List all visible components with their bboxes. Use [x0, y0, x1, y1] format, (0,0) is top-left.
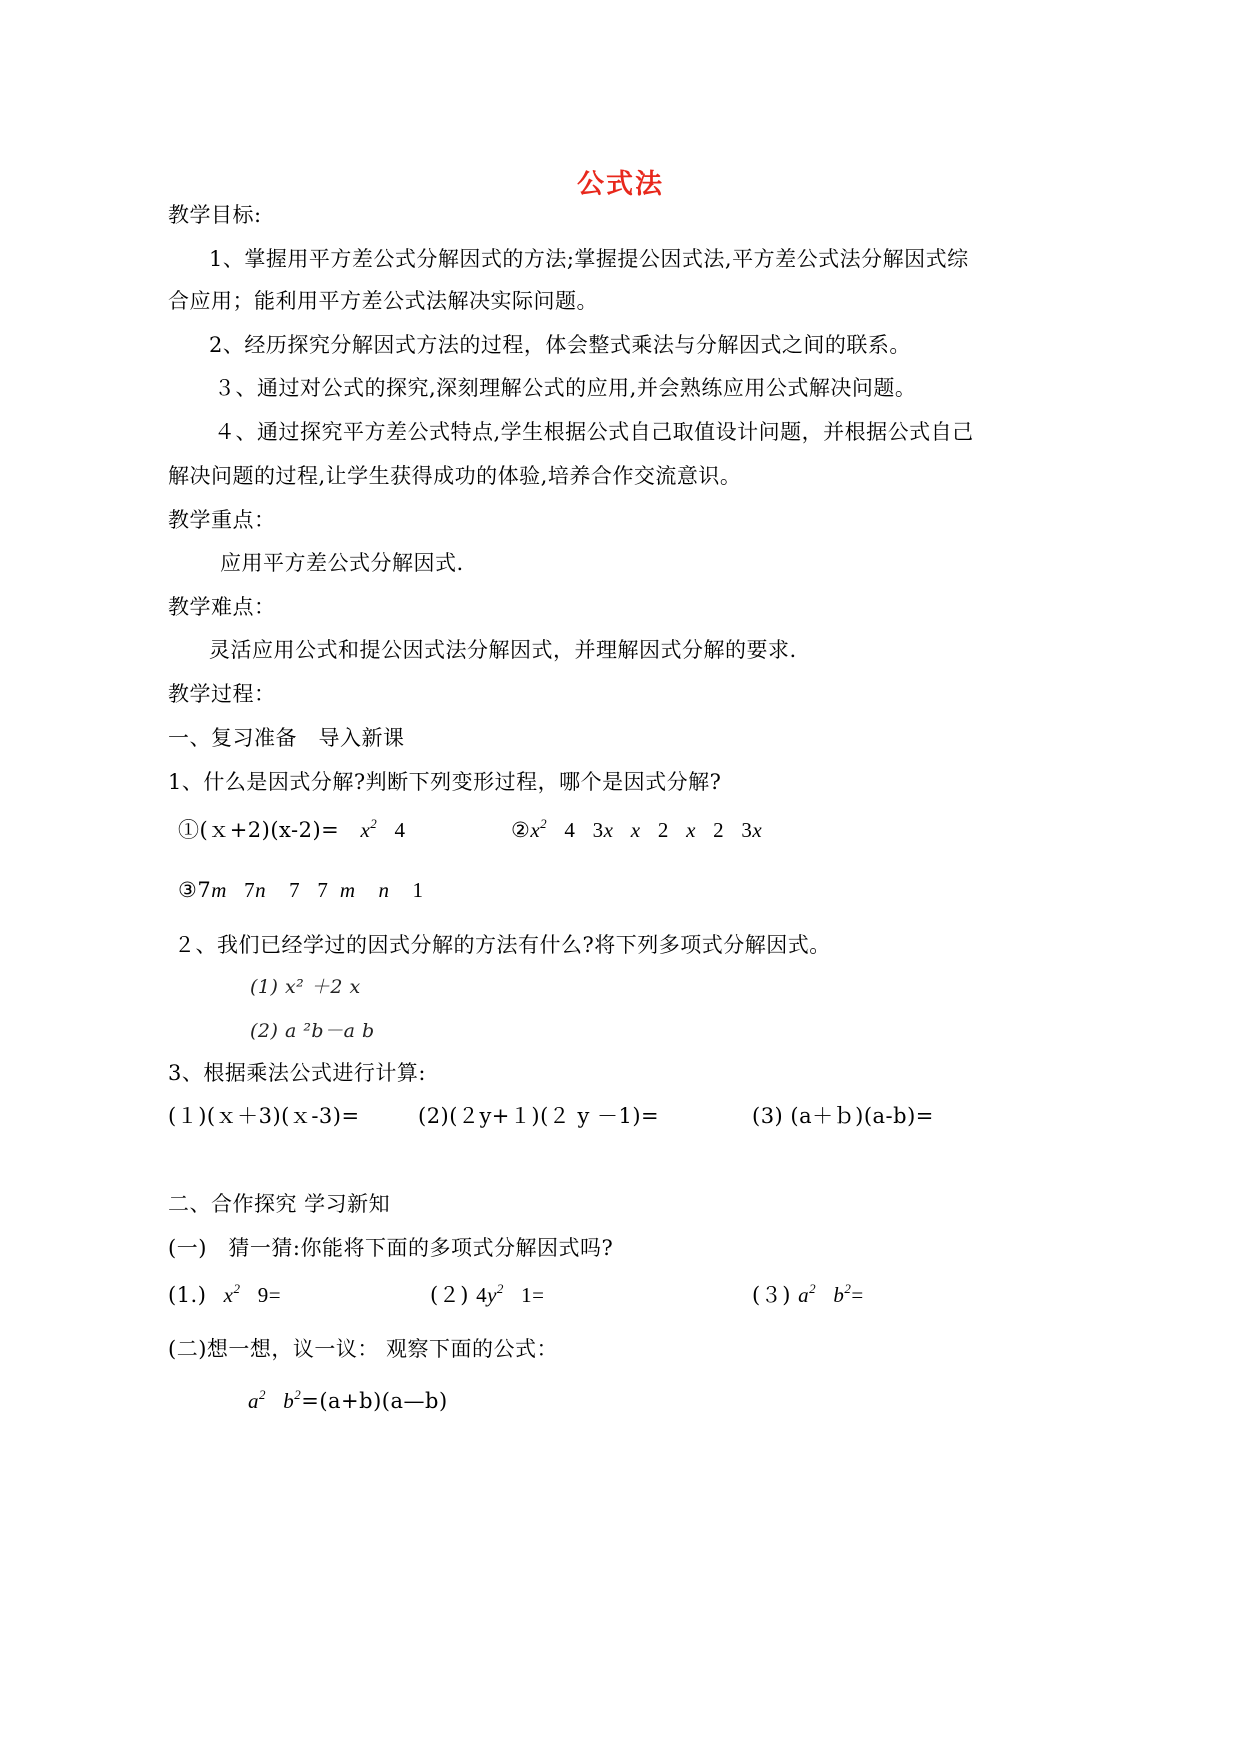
- q1-item-3: [178, 875, 424, 905]
- difficulty-text: 灵活应用公式和提公因式法分解因式，并理解因式分解的要求.: [209, 638, 797, 662]
- q1-item-2-expression: $x^2$ 4 3x x 2 x 2 3x: [530, 816, 763, 842]
- part-2-heading: 二、合作探究 学习新知: [168, 1192, 391, 1216]
- q3-item-2: (2)(２y+１)(２ y －1)=: [418, 1104, 660, 1128]
- guess-item-3-expression: $a^2$ $b^2=$: [798, 1281, 864, 1307]
- guess-item-2-prefix: (２): [430, 1283, 469, 1307]
- question-2: ２、我们已经学过的因式分解的方法有什么?将下列多项式分解因式。: [174, 933, 831, 957]
- guess-item-3-prefix: (３): [752, 1283, 791, 1307]
- process-heading: 教学过程：: [168, 682, 276, 706]
- difference-of-squares-formula: [248, 1386, 448, 1416]
- goal-2: 2、经历探究分解因式方法的过程，体会整式乘法与分解因式之间的联系。: [209, 333, 911, 357]
- q3-item-3: (3) (a＋ｂ)(a-b)=: [752, 1104, 934, 1128]
- question-3: 3、根据乘法公式进行计算:: [168, 1061, 426, 1085]
- q1-item-3-prefix: ③7: [178, 878, 212, 902]
- goal-4-line-a: ４、通过探究平方差公式特点,学生根据公式自己取值设计问题，并根据公式自己: [214, 420, 974, 444]
- guess-item-3: [752, 1280, 864, 1310]
- guess-item-1: [168, 1280, 281, 1310]
- q1-item-3-expression: m 7n 7 7 m n 1: [211, 878, 424, 902]
- page-title: 公式法: [577, 169, 664, 200]
- guess-item-1-prefix: (1.): [168, 1283, 207, 1307]
- guess-item-2: [430, 1280, 545, 1310]
- q3-item-1: (１)(ｘ＋3)(ｘ-3)=: [168, 1104, 360, 1128]
- part-1-heading: 一、复习准备 导入新课: [168, 726, 405, 750]
- guess-heading: (一) 猜一猜:你能将下面的多项式分解因式吗?: [168, 1236, 614, 1260]
- key-points-heading: 教学重点：: [168, 508, 276, 532]
- formula-lhs: $a^2$ $b^2$: [248, 1387, 302, 1413]
- q2-item-1: (1) x² ＋2 x: [250, 976, 361, 998]
- think-heading: (二)想一想，议一议： 观察下面的公式：: [168, 1337, 559, 1361]
- question-1: 1、什么是因式分解?判断下列变形过程，哪个是因式分解?: [168, 770, 722, 794]
- guess-item-1-expression: $x^2$ 9=: [223, 1281, 282, 1307]
- guess-item-2-expression: $4y^2$ 1=: [476, 1281, 545, 1307]
- q1-item-2: [511, 815, 762, 845]
- goal-4-line-b: 解决问题的过程,让学生获得成功的体验,培养合作交流意识。: [168, 464, 742, 488]
- q1-item-1-rhs: $x^2$ 4: [360, 816, 406, 842]
- difficulty-heading: 教学难点：: [168, 595, 276, 619]
- goals-heading: 教学目标:: [168, 203, 262, 227]
- goal-1-line-a: 1、掌握用平方差公式分解因式的方法;掌握提公因式法,平方差公式法分解因式综: [209, 247, 969, 271]
- q1-item-1: [178, 815, 406, 845]
- formula-rhs: =(a+b)(a—b): [301, 1389, 448, 1413]
- goal-1-line-b: 合应用；能利用平方差公式法解决实际问题。: [168, 289, 598, 313]
- q1-item-2-prefix: ②: [511, 818, 531, 842]
- q2-item-2: (2) a ²b－a b: [250, 1020, 375, 1042]
- key-points-text: 应用平方差公式分解因式.: [220, 551, 464, 575]
- q1-item-1-lhs: ①(ｘ+2)(x-2)=: [178, 818, 340, 842]
- goal-3: ３、通过对公式的探究,深刻理解公式的应用,并会熟练应用公式解决问题。: [214, 376, 917, 400]
